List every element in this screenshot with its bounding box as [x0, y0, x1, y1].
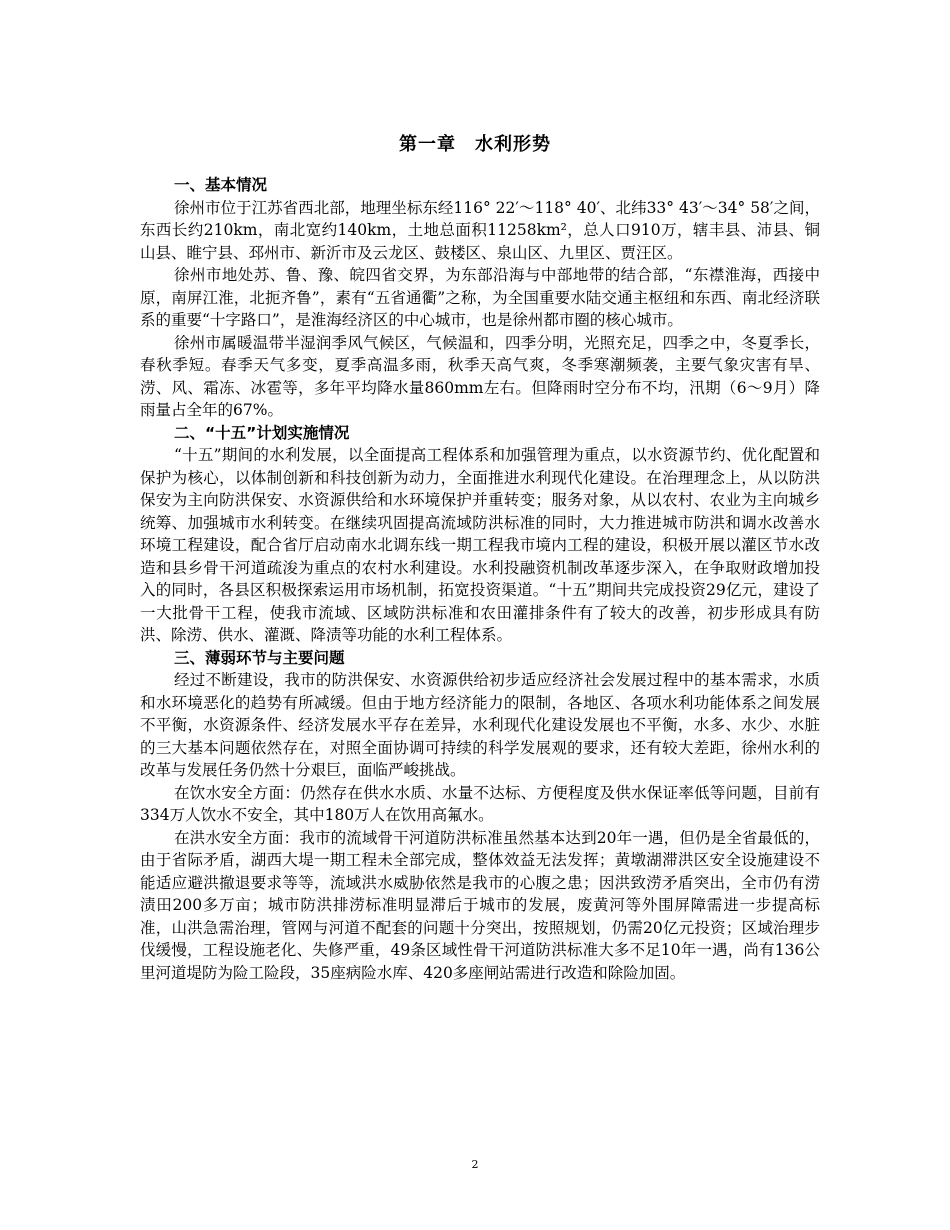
paragraph-flood-safety: 在洪水安全方面：我市的流域骨干河道防洪标准虽然基本达到20年一遇，但仍是全省最低的，由于省际矛盾，湖西大堤一期工程未全部完成，整体效益无法发挥；黄墩湖滞洪区安全设施建设不能适应避洪撤退要求等等，流域洪水威胁依然是我市的心腹之患；因洪致涝矛盾突出，全市仍有涝渍田200多万亩；城市防洪排涝标准明显滞后于城市的发展，废黄河等外围屏障需进一步提高标准，山洪急需治理，管网与河道不配套的问题十分突出，按照规划，仍需20亿元投资；区域治理步伐缓慢，工程设施老化、失修严重，49条区域性骨干河道防洪标准大多不足10年一遇，尚有136公里河道堤防为险工险段，35座病险水库、420多座闸站需进行改造和除险加固。: [140, 828, 820, 982]
paragraph-location: 徐州市位于江苏省西北部，地理坐标东经116° 22′～118° 40′、北纬33° 43′～34° 58′之间，东西长约210km，南北宽约140km，土地总面积11258km²，总人口910万，辖丰县、沛县、铜山县、睢宁县、邳州市、新沂市及云龙区、鼓楼区、泉山区、九里区、贾汪区。: [140, 198, 820, 262]
section-heading-basic-info: 一、基本情况: [174, 176, 268, 194]
document-body: [140, 170, 820, 984]
paragraph-climate: 徐州市属暖温带半湿润季风气候区，气候温和，四季分明，光照充足，四季之中，冬夏季长，春秋季短。春季天气多变，夏季高温多雨，秋季天高气爽，冬季寒潮频袭，主要气象灾害有旱、涝、风、霜冻、冰雹等，多年平均降水量860mm左右。但降雨时空分布不均，汛期（6～9月）降雨量占全年的67%。: [140, 333, 820, 419]
paragraph-challenges: 经过不断建设，我市的防洪保安、水资源供给初步适应经济社会发展过程中的基本需求，水质和水环境恶化的趋势有所减缓。但由于地方经济能力的限制，各地区、各项水利功能体系之间发展不平衡，水资源条件、经济发展水平存在差异，水利现代化建设发展也不平衡，水多、水少、水脏的三大基本问题依然存在，对照全面协调可持续的科学发展观的要求，还有较大差距，徐州水利的改革与发展任务仍然十分艰巨，面临严峻挑战。: [140, 671, 820, 779]
page-number: 2: [471, 1158, 479, 1171]
chapter-title: 第一章 水利形势: [399, 134, 551, 155]
section-heading-tenth-five-year-plan: 二、“十五”计划实施情况: [174, 423, 350, 442]
section-heading-weak-links: 三、薄弱环节与主要问题: [174, 648, 345, 667]
paragraph-geography: 徐州市地处苏、鲁、豫、皖四省交界，为东部沿海与中部地带的结合部，“东襟淮海，西接中原，南屏江淮，北扼齐鲁”，素有“五省通衢”之称，为全国重要水陆交通主枢纽和东西、南北经济联系的重要“十字路口”，是淮海经济区的中心城市，也是徐州都市圈的核心城市。: [140, 266, 820, 329]
paragraph-drinking-water: 在饮水安全方面：仍然存在供水水质、水量不达标、方便程度及供水保证率低等问题，目前有334万人饮水不安全，其中180万人在饮用高氟水。: [140, 783, 820, 824]
paragraph-plan-implementation: “十五”期间的水利发展，以全面提高工程体系和加强管理为重点，以水资源节约、优化配置和保护为核心，以体制创新和科技创新为动力，全面推进水利现代化建设。在治理理念上，从以防洪保安为主向防洪保安、水资源供给和水环境保护并重转变；服务对象，从以农村、农业为主向城乡统筹、加强城市水利转变。在继续巩固提高流域防洪标准的同时，大力推进城市防洪和调水改善水环境工程建设，配合省厅启动南水北调东线一期工程我市境内工程的建设，积极开展以灌区节水改造和县乡骨干河道疏浚为重点的农村水利建设。水利投融资机制改革逐步深入，在争取财政增加投入的同时，各县区积极探索运用市场机制，拓宽投资渠道。“十五”期间共完成投资29亿元，建设了一大批骨干工程，使我市流域、区域防洪标准和农田灌排条件有了较大的改善，初步形成具有防洪、除涝、供水、灌溉、降渍等功能的水利工程体系。: [140, 446, 820, 644]
